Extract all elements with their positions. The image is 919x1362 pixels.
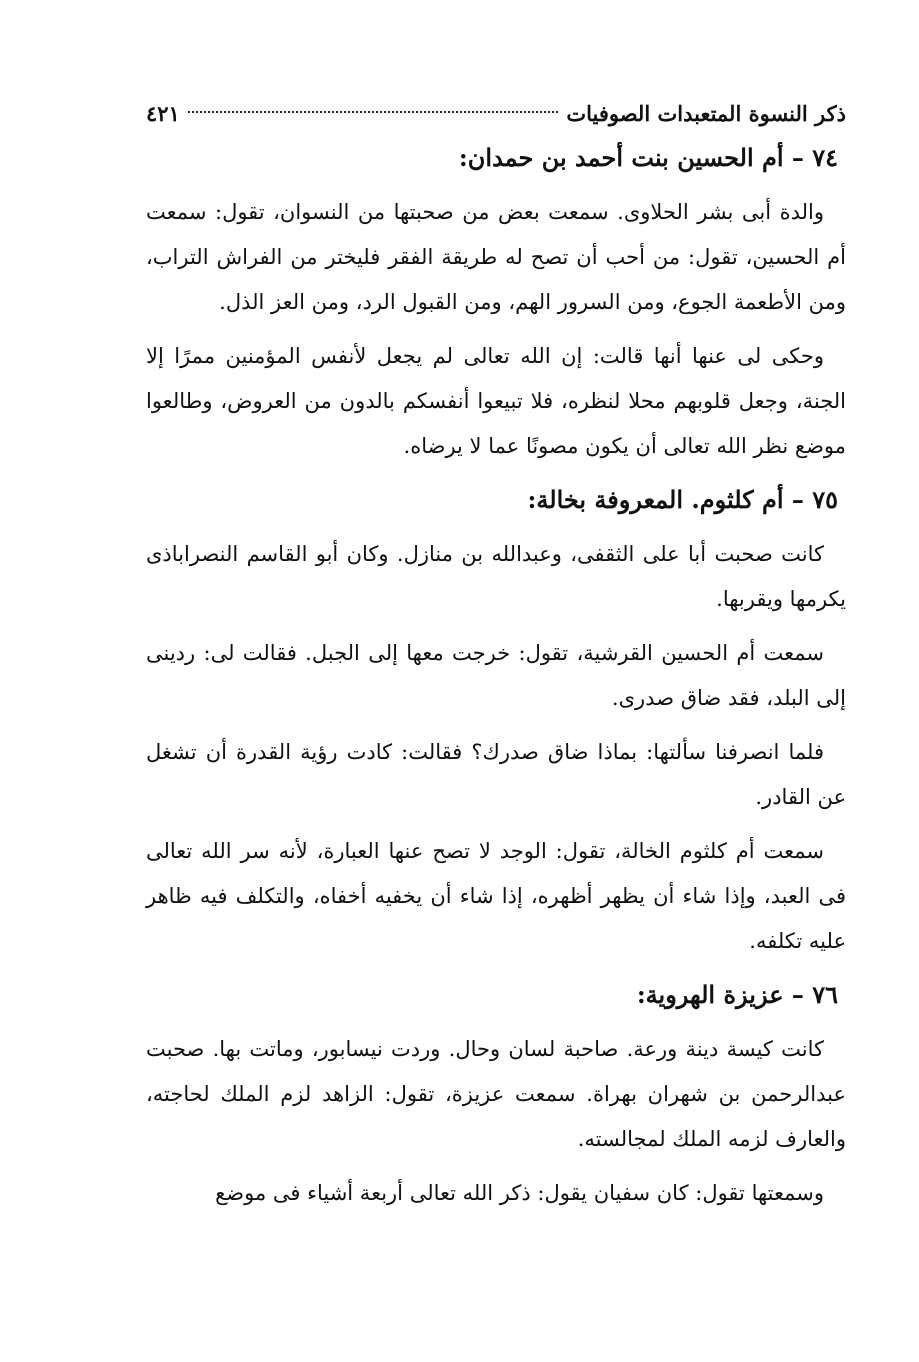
section-heading-74: ٧٤ – أم الحسين بنت أحمد بن حمدان:: [458, 143, 838, 172]
paragraph: فلما انصرفنا سألتها: بماذا ضاق صدرك؟ فقالت: كادت رؤية القدرة أن تشغل عن القادر.: [146, 740, 846, 809]
paragraph: سمعت أم الحسين القرشية، تقول: خرجت معها إلى الجبل. فقالت لى: ردينى إلى البلد، فقد ضاق صدرى.: [146, 641, 846, 710]
paragraph: كانت صحبت أبا على الثقفى، وعبدالله بن منازل. وكان أبو القاسم النصراباذى يكرمها ويقربها.: [146, 542, 846, 611]
paragraph: وحكى لى عنها أنها قالت: إن الله تعالى لم يجعل لأنفس المؤمنين ممرًا إلا الجنة، وجعل قلوبهم محلا لنظره، فلا تبيعوا أنفسكم بالدون من العروض، وطالعوا موضع نظر الله تعالى أن يكون مصونًا عما لا يرضاه.: [146, 344, 846, 458]
page-number: ٤٢١: [146, 101, 180, 126]
section-heading-75: ٧٥ – أم كلثوم. المعروفة بخالة:: [527, 485, 838, 514]
paragraph: والدة أبى بشر الحلاوى. سمعت بعض من صحبتها من النسوان، تقول: سمعت أم الحسين، تقول: من أحب أن تصح له طريقة الفقر فليختر من الفراش التراب، ومن الأطعمة الجوع، ومن السرور الهم، ومن القبول الرد، ومن العز الذل.: [146, 200, 846, 314]
section-heading-76: ٧٦ – عزيزة الهروية:: [636, 980, 838, 1009]
running-head-title: ذكر النسوة المتعبدات الصوفيات: [566, 101, 846, 126]
paragraph: سمعت أم كلثوم الخالة، تقول: الوجد لا تصح عنها العبارة، لأنه سر الله تعالى فى العبد، وإذا شاء أن يظهر أظهره، إذا شاء أن يخفيه أخفاه، والتكلف فيه ظاهر عليه تكلفه.: [146, 839, 846, 953]
dot-leader: [188, 111, 558, 113]
paragraph: وسمعتها تقول: كان سفيان يقول: ذكر الله تعالى أربعة أشياء فى موضع: [215, 1181, 824, 1205]
book-page: [146, 92, 846, 1216]
running-head: [146, 92, 846, 136]
paragraph: كانت كيسة دينة ورعة. صاحبة لسان وحال. وردت نيسابور، وماتت بها. صحبت عبدالرحمن بن شهران بهراة. سمعت عزيزة، تقول: الزاهد لزم الملك لحاجته، والعارف لزمه الملك لمجالسته.: [146, 1037, 846, 1151]
